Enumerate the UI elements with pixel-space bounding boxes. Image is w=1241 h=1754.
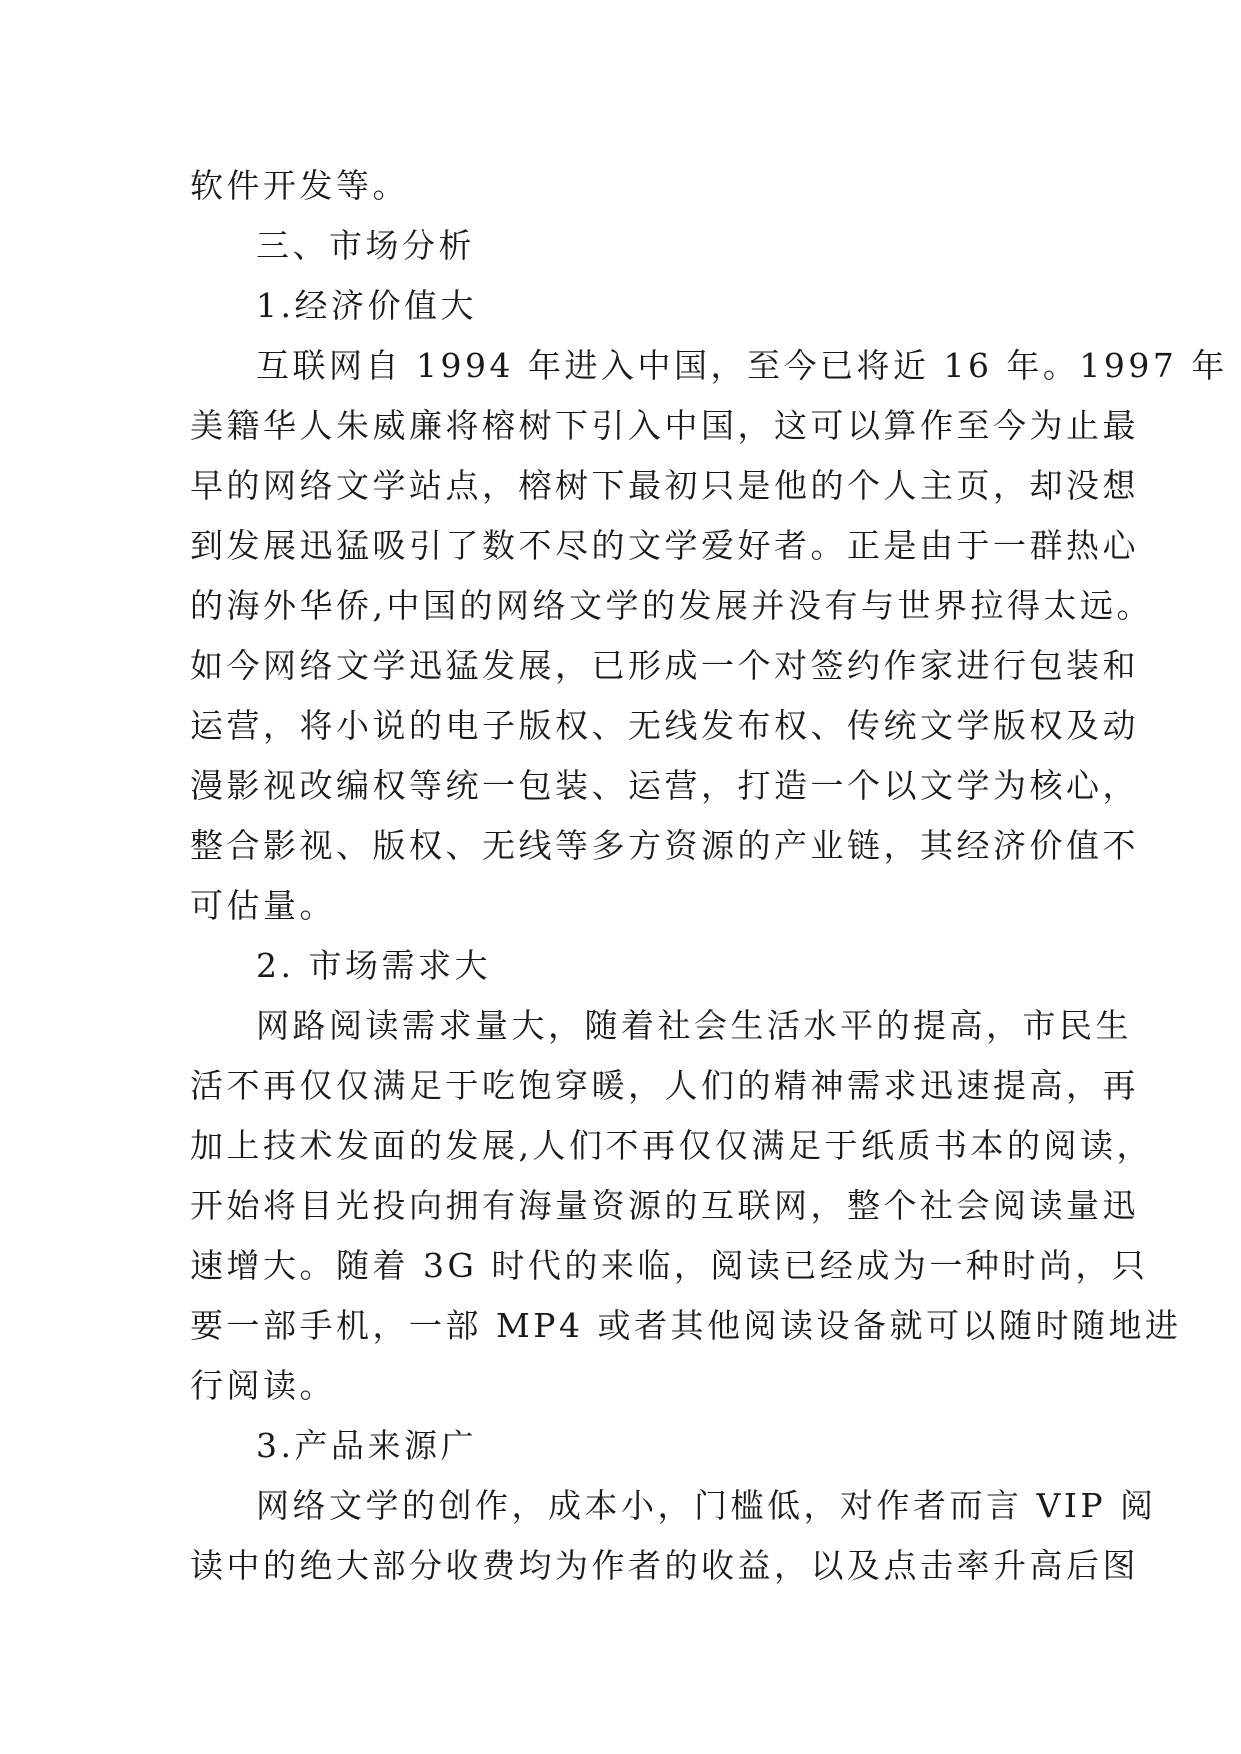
text-line: 加上技术发面的发展,人们不再仅仅满足于纸质书本的阅读，	[190, 1126, 1153, 1165]
body-text	[190, 156, 1228, 1596]
text-line: 行阅读。	[190, 1366, 336, 1405]
text-line: 美籍华人朱威廉将榕树下引入中国，这可以算作至今为止最	[190, 406, 1139, 445]
text-line: 1.经济价值大	[256, 286, 477, 325]
text-line: 读中的绝大部分收费均为作者的收益，以及点击率升高后图	[190, 1546, 1139, 1585]
text-line: 互联网自 1994 年进入中国，至今已将近 16 年。1997 年	[256, 346, 1228, 385]
text-line: 的海外华侨,中国的网络文学的发展并没有与世界拉得太远。	[190, 586, 1153, 625]
text-line: 三、市场分析	[256, 226, 475, 265]
text-line: 早的网络文学站点，榕树下最初只是他的个人主页，却没想	[190, 466, 1139, 505]
text-line: 整合影视、版权、无线等多方资源的产业链，其经济价值不	[190, 826, 1139, 865]
text-line: 活不再仅仅满足于吃饱穿暖，人们的精神需求迅速提高，再	[190, 1066, 1139, 1105]
text-line: 网路阅读需求量大，随着社会生活水平的提高，市民生	[256, 1006, 1132, 1045]
text-line: 开始将目光投向拥有海量资源的互联网，整个社会阅读量迅	[190, 1186, 1139, 1225]
text-line: 速增大。随着 3G 时代的来临，阅读已经成为一种时尚，只	[190, 1246, 1149, 1285]
text-line: 到发展迅猛吸引了数不尽的文学爱好者。正是由于一群热心	[190, 526, 1139, 565]
text-line: 网络文学的创作，成本小，门槛低，对作者而言 VIP 阅	[256, 1486, 1157, 1525]
text-line: 漫影视改编权等统一包装、运营，打造一个以文学为核心，	[190, 766, 1139, 805]
text-line: 可估量。	[190, 886, 336, 925]
text-line: 软件开发等。	[190, 166, 409, 205]
text-line: 要一部手机，一部 MP4 或者其他阅读设备就可以随时随地进	[190, 1306, 1182, 1345]
text-line: 2. 市场需求大	[256, 946, 491, 985]
text-line: 运营，将小说的电子版权、无线发布权、传统文学版权及动	[190, 706, 1139, 745]
text-line: 如今网络文学迅猛发展，已形成一个对签约作家进行包装和	[190, 646, 1139, 685]
text-line: 3.产品来源广	[256, 1426, 477, 1465]
